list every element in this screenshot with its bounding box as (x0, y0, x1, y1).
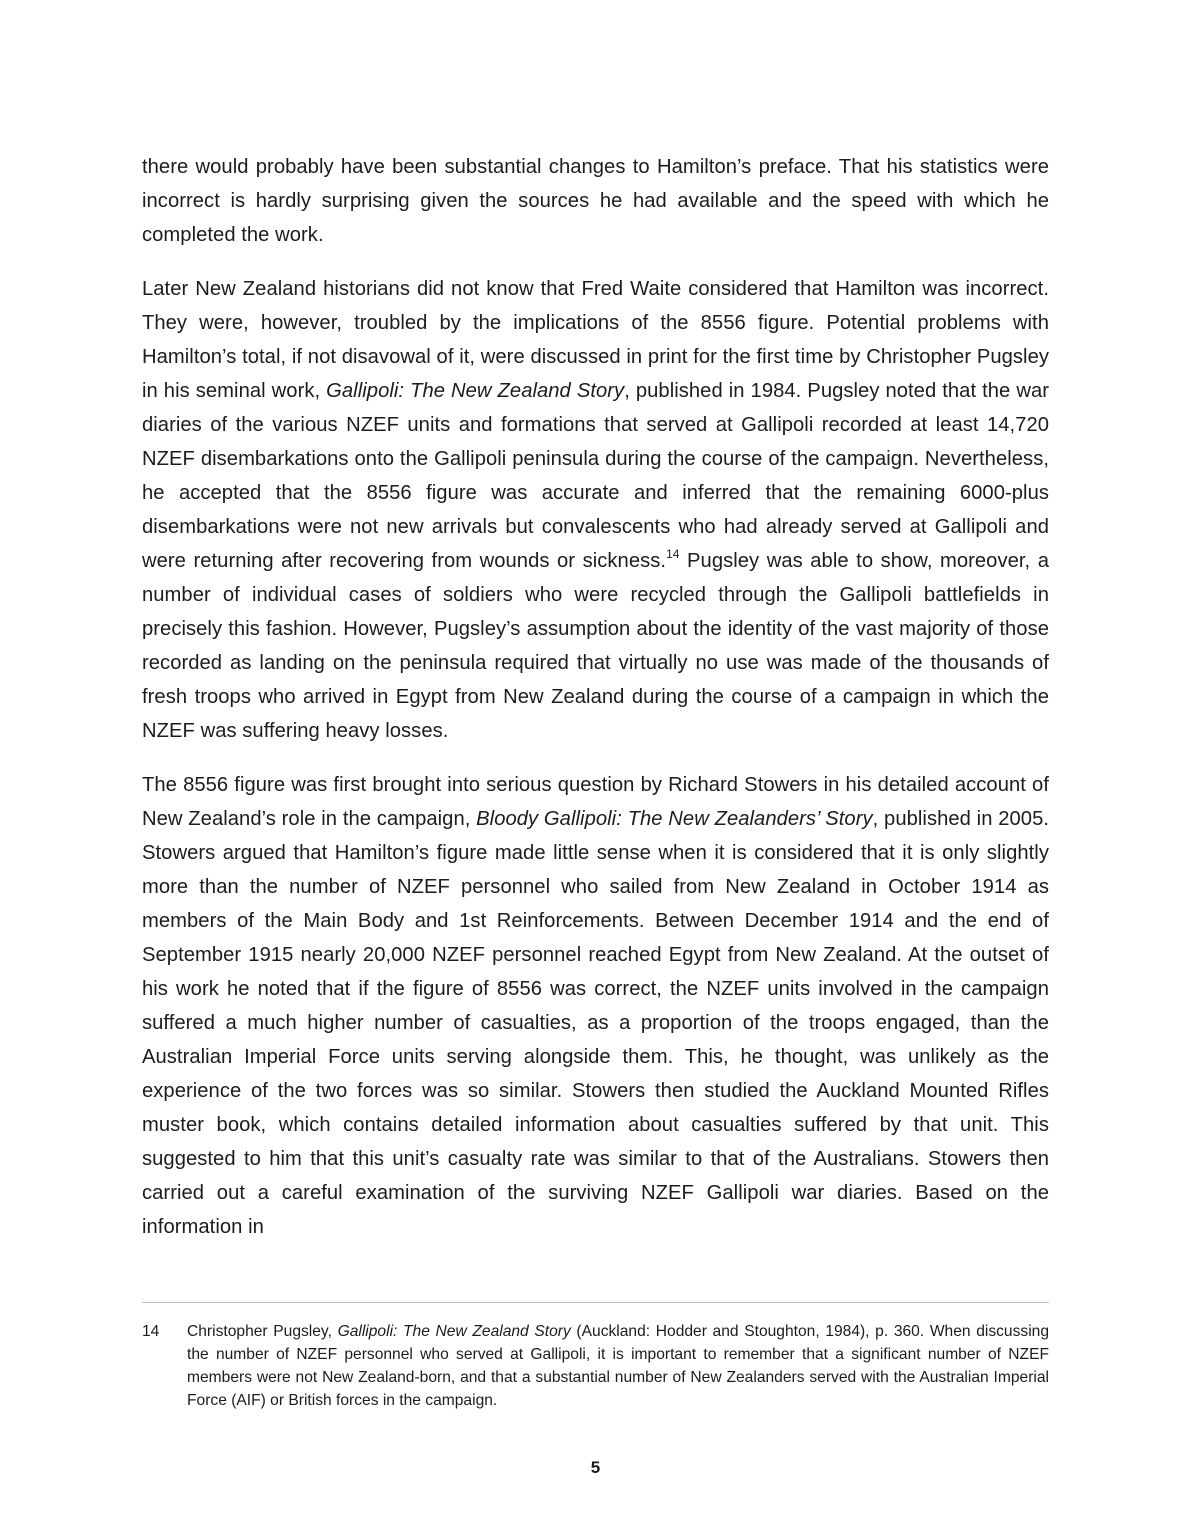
body-text (142, 150, 1049, 1264)
book-title-gallipoli: Gallipoli: The New Zealand Story (326, 380, 625, 402)
paragraph-3 (142, 768, 1049, 1244)
paragraph-2-text-a: Later New Zealand historians did not know that Fred Waite considered that Hamilton was incorrect. They were, however, troubled by the implications of the 8556 figure. Potential problems with Hamilton’s total, if not disavowal of it, were discussed in print for the first time by Christopher Pugsley in his seminal work, (142, 278, 1049, 402)
paragraph-1-text: there would probably have been substantial changes to Hamilton’s preface. That his statistics were incorrect is hardly surprising given the sources he had available and the speed with which he completed the work. (142, 156, 1049, 246)
paragraph-1 (142, 150, 1049, 252)
book-title-bloody-gallipoli: Bloody Gallipoli: The New Zealanders’ Story (476, 808, 873, 830)
page-number: 5 (590, 1458, 601, 1477)
paragraph-3-text-a: The 8556 figure was first brought into serious question by Richard Stowers in his detailed account of New Zealand’s role in the campaign, (142, 774, 1049, 830)
footnote (142, 1320, 1049, 1412)
paragraph-2-text-c: Pugsley was able to show, moreover, a number of individual cases of soldiers who were recycled through the Gallipoli battlefields in precisely this fashion. However, Pugsley’s assumption about the identity of the vast majority of those recorded as landing on the peninsula required that virtually no use was made of the thousands of fresh troops who arrived in Egypt from New Zealand during the course of a campaign in which the NZEF was suffering heavy losses. (142, 550, 1049, 742)
paragraph-3-text-b: , published in 2005. Stowers argued that Hamilton’s figure made little sense when it is considered that it is only slightly more than the number of NZEF personnel who sailed from New Zealand in October 1914 as members of the Main Body and 1st Reinforcements. Between December 1914 and the end of September 1915 nearly 20,000 NZEF personnel reached Egypt from New Zealand. At the outset of his work he noted that if the figure of 8556 was correct, the NZEF units involved in the campaign suffered a much higher number of casualties, as a proportion of the troops engaged, than the Australian Imperial Force units serving alongside them. This, he thought, was unlikely as the experience of the two forces was so similar. Stowers then studied the Auckland Mounted Rifles muster book, which contains detailed information about casualties suffered by that unit. This suggested to him that this unit’s casualty rate was similar to that of the Australians. Stowers then carried out a careful examination of the surviving NZEF Gallipoli war diaries. Based on the information in (142, 808, 1049, 1238)
footnote-text-b: (Auckland: Hodder and Stoughton, 1984), p. 360. When discussing the number of NZEF personnel who served at Gallipoli, it is important to remember that a significant number of NZEF members were not New Zealand-born, and that a substantial number of New Zealanders served with the Australian Imperial Force (AIF) or British forces in the campaign. (187, 1323, 1050, 1409)
footnote-text (187, 1320, 1049, 1412)
paragraph-2-text-b: , published in 1984. Pugsley noted that the war diaries of the various NZEF units and formations that served at Gallipoli recorded at least 14,720 NZEF disembarkations onto the Gallipoli peninsula during the course of the campaign. Nevertheless, he accepted that the 8556 figure was accurate and inferred that the remaining 6000-plus disembarkations were not new arrivals but convalescents who had already served at Gallipoli and were returning after recovering from wounds or sickness. (142, 380, 1049, 572)
footnote-reference[interactable]: 14 (666, 547, 680, 562)
footnote-divider (142, 1302, 1049, 1303)
footnote-number: 14 (142, 1323, 160, 1340)
paragraph-2 (142, 272, 1049, 748)
footnote-book-title: Gallipoli: The New Zealand Story (337, 1323, 571, 1340)
footnote-text-a: Christopher Pugsley, (187, 1323, 338, 1340)
